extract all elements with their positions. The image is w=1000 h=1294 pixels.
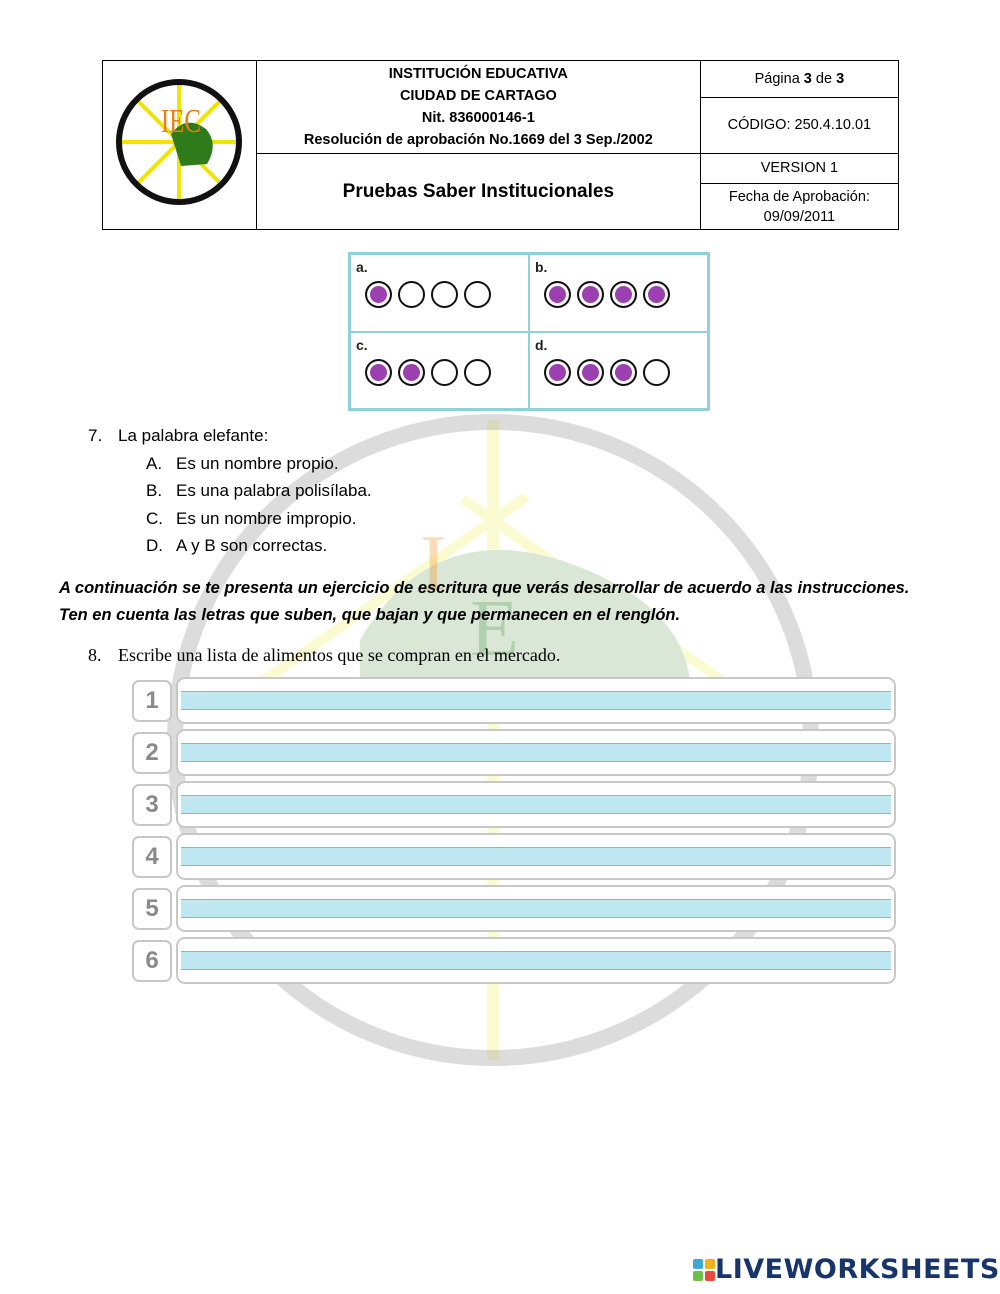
option-text: Es una palabra polisílaba. (176, 481, 372, 500)
filled-circle (577, 281, 604, 308)
document-version: VERSION 1 (700, 154, 898, 184)
writing-lines (132, 677, 896, 989)
writing-row (132, 833, 896, 880)
circle-option[interactable] (529, 332, 708, 410)
filled-circle (577, 359, 604, 386)
svg-text:I: I (420, 520, 447, 608)
circle-option[interactable] (529, 254, 708, 332)
writing-guide-band (181, 899, 891, 918)
page-prefix: Página (754, 70, 804, 87)
page-number (700, 61, 898, 98)
filled-circle (610, 281, 637, 308)
institution-name: INSTITUCIÓN EDUCATIVA (388, 66, 568, 82)
writing-line-input[interactable] (176, 833, 896, 880)
filled-circle (544, 281, 571, 308)
svg-text:E: E (470, 585, 519, 673)
writing-guide-band (181, 795, 891, 814)
document-title: Pruebas Saber Institucionales (256, 154, 700, 230)
liveworksheets-brand[interactable] (693, 1254, 1000, 1285)
instructions-line-1: A continuación se te presenta un ejercicio de escritura que verás desarrollar de acuerdo a las instrucciones. (59, 579, 910, 597)
empty-circle (643, 359, 670, 386)
writing-row (132, 677, 896, 724)
institution-resolution: Resolución de aprobación No.1669 del 3 Sep./2002 (303, 132, 653, 148)
page-total: 3 (836, 70, 845, 87)
writing-row (132, 885, 896, 932)
empty-circle (464, 359, 491, 386)
option-text: Es un nombre propio. (176, 453, 339, 473)
institution-nit: Nit. 836000146-1 (421, 110, 535, 126)
writing-guide-band (181, 691, 891, 710)
row-number: 1 (132, 680, 172, 722)
row-number: 5 (132, 888, 172, 930)
option-b[interactable] (146, 477, 372, 505)
writing-row (132, 729, 896, 776)
writing-line-input[interactable] (176, 937, 896, 984)
empty-circle (431, 359, 458, 386)
writing-line-input[interactable] (176, 729, 896, 776)
approval-label: Fecha de Aprobación: (728, 188, 870, 205)
logo-letters: IEC (161, 102, 202, 140)
institution-city: CIUDAD DE CARTAGO (399, 88, 557, 104)
filled-circle (365, 281, 392, 308)
instructions-line-2: Ten en cuenta las letras que suben, que bajan y que permanecen en el renglón. (59, 606, 681, 624)
option-d[interactable] (146, 532, 372, 560)
question-8 (88, 645, 560, 666)
option-letter: B. (146, 481, 163, 500)
question-7 (88, 422, 372, 560)
option-text: Es un nombre impropio. (176, 508, 357, 528)
document-code: CÓDIGO: 250.4.10.01 (700, 98, 898, 154)
row-number: 4 (132, 836, 172, 878)
row-number: 3 (132, 784, 172, 826)
option-letter: C. (146, 508, 163, 528)
writing-row (132, 781, 896, 828)
writing-line-input[interactable] (176, 677, 896, 724)
question-7-number: 7. (88, 426, 103, 445)
filled-circle (544, 359, 571, 386)
option-letter: A. (146, 453, 163, 473)
question-8-number: 8. (88, 645, 102, 665)
institution-logo (103, 61, 257, 230)
empty-circle (431, 281, 458, 308)
empty-circle (398, 281, 425, 308)
circle-option[interactable] (350, 332, 529, 410)
writing-row (132, 937, 896, 984)
writing-guide-band (181, 951, 891, 970)
option-letter: D. (146, 536, 163, 555)
circle-option-label: b. (535, 259, 548, 275)
page-of: de (811, 70, 837, 87)
liveworksheets-logo-icon (693, 1259, 715, 1281)
header-table (102, 60, 899, 230)
question-8-text: Escribe una lista de alimentos que se compran en el mercado. (118, 645, 561, 665)
option-c[interactable] (146, 505, 372, 533)
writing-instructions (59, 575, 959, 629)
filled-circle (643, 281, 670, 308)
option-a[interactable] (146, 450, 372, 478)
writing-line-input[interactable] (176, 781, 896, 828)
writing-guide-band (181, 847, 891, 866)
circle-options-grid (348, 252, 710, 411)
filled-circle (398, 359, 425, 386)
approval-date (700, 184, 898, 230)
option-text: A y B son correctas. (176, 536, 328, 555)
filled-circle (610, 359, 637, 386)
row-number: 6 (132, 940, 172, 982)
circle-option-label: c. (356, 336, 368, 353)
approval-date-value: 09/09/2011 (763, 208, 836, 225)
circle-option[interactable] (350, 254, 529, 332)
question-7-text: La palabra elefante: (118, 426, 269, 445)
circle-option-label: d. (535, 336, 548, 353)
row-number: 2 (132, 732, 172, 774)
filled-circle (365, 359, 392, 386)
empty-circle (464, 281, 491, 308)
circle-option-label: a. (356, 259, 368, 275)
institution-info (256, 61, 700, 154)
writing-line-input[interactable] (176, 885, 896, 932)
brand-text: LIVEWORKSHEETS (715, 1254, 1000, 1285)
writing-guide-band (181, 743, 891, 762)
page-current: 3 (803, 70, 812, 87)
